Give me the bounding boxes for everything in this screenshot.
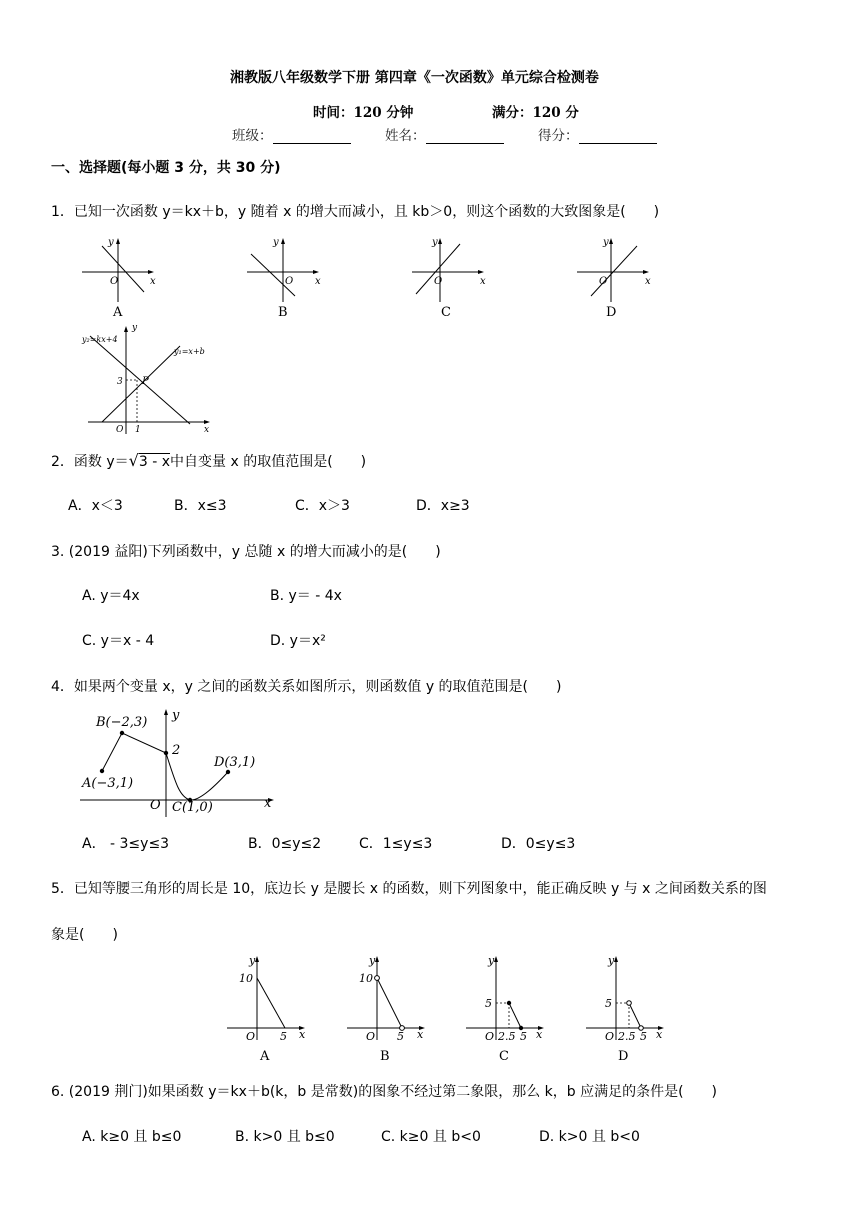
q5d-25: 2.5 [618,1030,636,1043]
q4-label-o: O [150,798,161,813]
q6-option-d[interactable]: D. k>0 且 b<0 [539,1129,640,1145]
q5d-5b: 5 [640,1030,647,1043]
q5a-5: 5 [280,1030,287,1043]
q3-option-b[interactable]: B. y＝ - 4x [270,588,342,604]
class-blank [273,129,351,144]
name-blank [426,129,504,144]
grade-label: 得分： [538,128,579,144]
q5c-5: 5 [485,997,492,1010]
q4-label-d: D(3,1) [214,755,256,770]
q5-graph-d [584,952,674,1042]
q3-option-d[interactable]: D. y＝x² [270,633,326,649]
q4-option-d[interactable]: D．0≤y≤3 [501,836,576,852]
svg-text:O: O [285,276,294,287]
svg-text:y: y [108,237,114,248]
q5-graph-b [345,952,435,1042]
q1-fig-y-label: y [132,323,138,333]
q4-option-b[interactable]: B．0≤y≤2 [248,836,322,852]
q1-fig-x-label: x [204,425,210,435]
q3-option-c[interactable]: C. y＝x - 4 [82,633,155,649]
q1-fig-3-label: 3 [117,377,123,387]
q2-text-post: 中自变量 x 的取值范围是( ) [170,454,367,470]
q1-caption-a: A [113,305,123,320]
q4-option-c[interactable]: C．1≤y≤3 [359,836,433,852]
q1-fig-p-label: P [142,376,149,387]
question-1: 1．已知一次函数 y＝kx＋b，y 随着 x 的增大而减小，且 kb＞0，则这个函数的大致图象是( ) [51,204,660,220]
question-2 [51,451,366,471]
svg-text:x: x [645,276,651,287]
q6-option-c[interactable]: C. k≥0 且 b<0 [381,1129,481,1145]
q6-option-b[interactable]: B. k>0 且 b≤0 [235,1129,335,1145]
q5b-x: x [417,1028,424,1041]
q1-caption-c: C [441,305,451,320]
svg-text:y: y [273,237,279,248]
q5a-o: O [246,1030,256,1043]
q5b-5: 5 [397,1030,404,1043]
q2-option-b[interactable]: B．x≤3 [174,498,227,514]
q5a-10: 10 [239,972,253,985]
q5a-y: y [249,954,256,967]
q1-fig-1-label: 1 [135,425,141,435]
name-label: 姓名： [385,128,426,144]
page-title: 湘教版八年级数学下册 第四章《一次函数》单元综合检测卷 [230,70,599,86]
question-6: 6. (2019 荆门)如果函数 y＝kx＋b(k，b 是常数)的图象不经过第二象限，那么 k，b 应满足的条件是( ) [51,1084,718,1100]
q2-option-d[interactable]: D．x≥3 [416,498,470,514]
svg-text:x: x [315,276,321,287]
q5b-y: y [369,954,376,967]
question-3: 3. (2019 益阳)下列函数中，y 总随 x 的增大而减小的是( ) [51,544,441,560]
q1-intersection-figure [80,320,220,435]
q4-label-2: 2 [172,743,181,758]
q2-radicand: 3 - x [138,454,171,470]
q6-option-a[interactable]: A. k≥0 且 b≤0 [82,1129,182,1145]
q5-caption-a: A [260,1049,270,1064]
section-title: 一、选择题(每小题 3 分，共 30 分) [51,160,281,176]
q5d-o: O [605,1030,615,1043]
q2-text-pre: 2．函数 y＝ [51,454,129,470]
q1-graph-a [82,234,162,304]
q5-caption-b: B [380,1049,390,1064]
q5b-10: 10 [359,972,373,985]
q5a-x: x [299,1028,306,1041]
svg-text:y: y [603,237,609,248]
q4-function-graph [80,705,280,820]
svg-text:O: O [434,276,443,287]
svg-text:x: x [150,276,156,287]
q4-label-c: C(1,0) [172,800,213,815]
svg-text:x: x [480,276,486,287]
question-5-line-1: 5．已知等腰三角形的周长是 10，底边长 y 是腰长 x 的函数，则下列图象中，能正确反映 y 与 x 之间函数关系的图 [51,881,767,897]
name-field [385,124,504,144]
q4-option-a[interactable]: A． - 3≤y≤3 [82,836,170,852]
score-label: 满分：120 分 [492,105,579,121]
q1-graph-d [577,234,657,304]
svg-text:O: O [599,276,608,287]
radical-sign: √ [128,451,139,470]
q5c-25: 2.5 [498,1030,516,1043]
svg-text:O: O [110,276,119,287]
q5b-o: O [366,1030,376,1043]
grade-field [538,124,657,144]
q2-option-a[interactable]: A．x＜3 [68,498,123,514]
q4-label-y: y [172,708,180,723]
question-5-line-2: 象是( ) [51,927,118,943]
q5d-x: x [656,1028,663,1041]
q3-option-a[interactable]: A. y＝4x [82,588,140,604]
grade-blank [579,129,657,144]
q5d-5: 5 [605,997,612,1010]
q1-graph-b [247,234,327,304]
q1-fig-o-label: O [116,425,124,435]
q1-caption-d: D [606,305,617,320]
class-label: 班级： [232,128,273,144]
q5c-y: y [488,954,495,967]
q5d-y: y [608,954,615,967]
class-field [232,124,351,144]
question-4: 4．如果两个变量 x，y 之间的函数关系如图所示，则函数值 y 的取值范围是( ) [51,679,562,695]
q4-label-b: B(−2,3) [96,715,148,730]
q1-graph-c [412,234,492,304]
q1-fig-y1-label: y₁=x+b [174,347,205,356]
q5-caption-c: C [499,1049,509,1064]
q5c-o: O [485,1030,495,1043]
q5c-5b: 5 [520,1030,527,1043]
time-label: 时间：120 分钟 [313,105,414,121]
q5c-x: x [536,1028,543,1041]
q1-caption-b: B [278,305,288,320]
svg-text:y: y [432,237,438,248]
q5-graph-a [225,952,315,1042]
q4-label-x: x [264,796,272,811]
q2-option-c[interactable]: C．x＞3 [295,498,350,514]
q4-label-a: A(−3,1) [82,776,134,791]
q5-caption-d: D [618,1049,629,1064]
q1-fig-y2-label: y₂=kx+4 [82,335,118,344]
q5-graph-c [464,952,554,1042]
